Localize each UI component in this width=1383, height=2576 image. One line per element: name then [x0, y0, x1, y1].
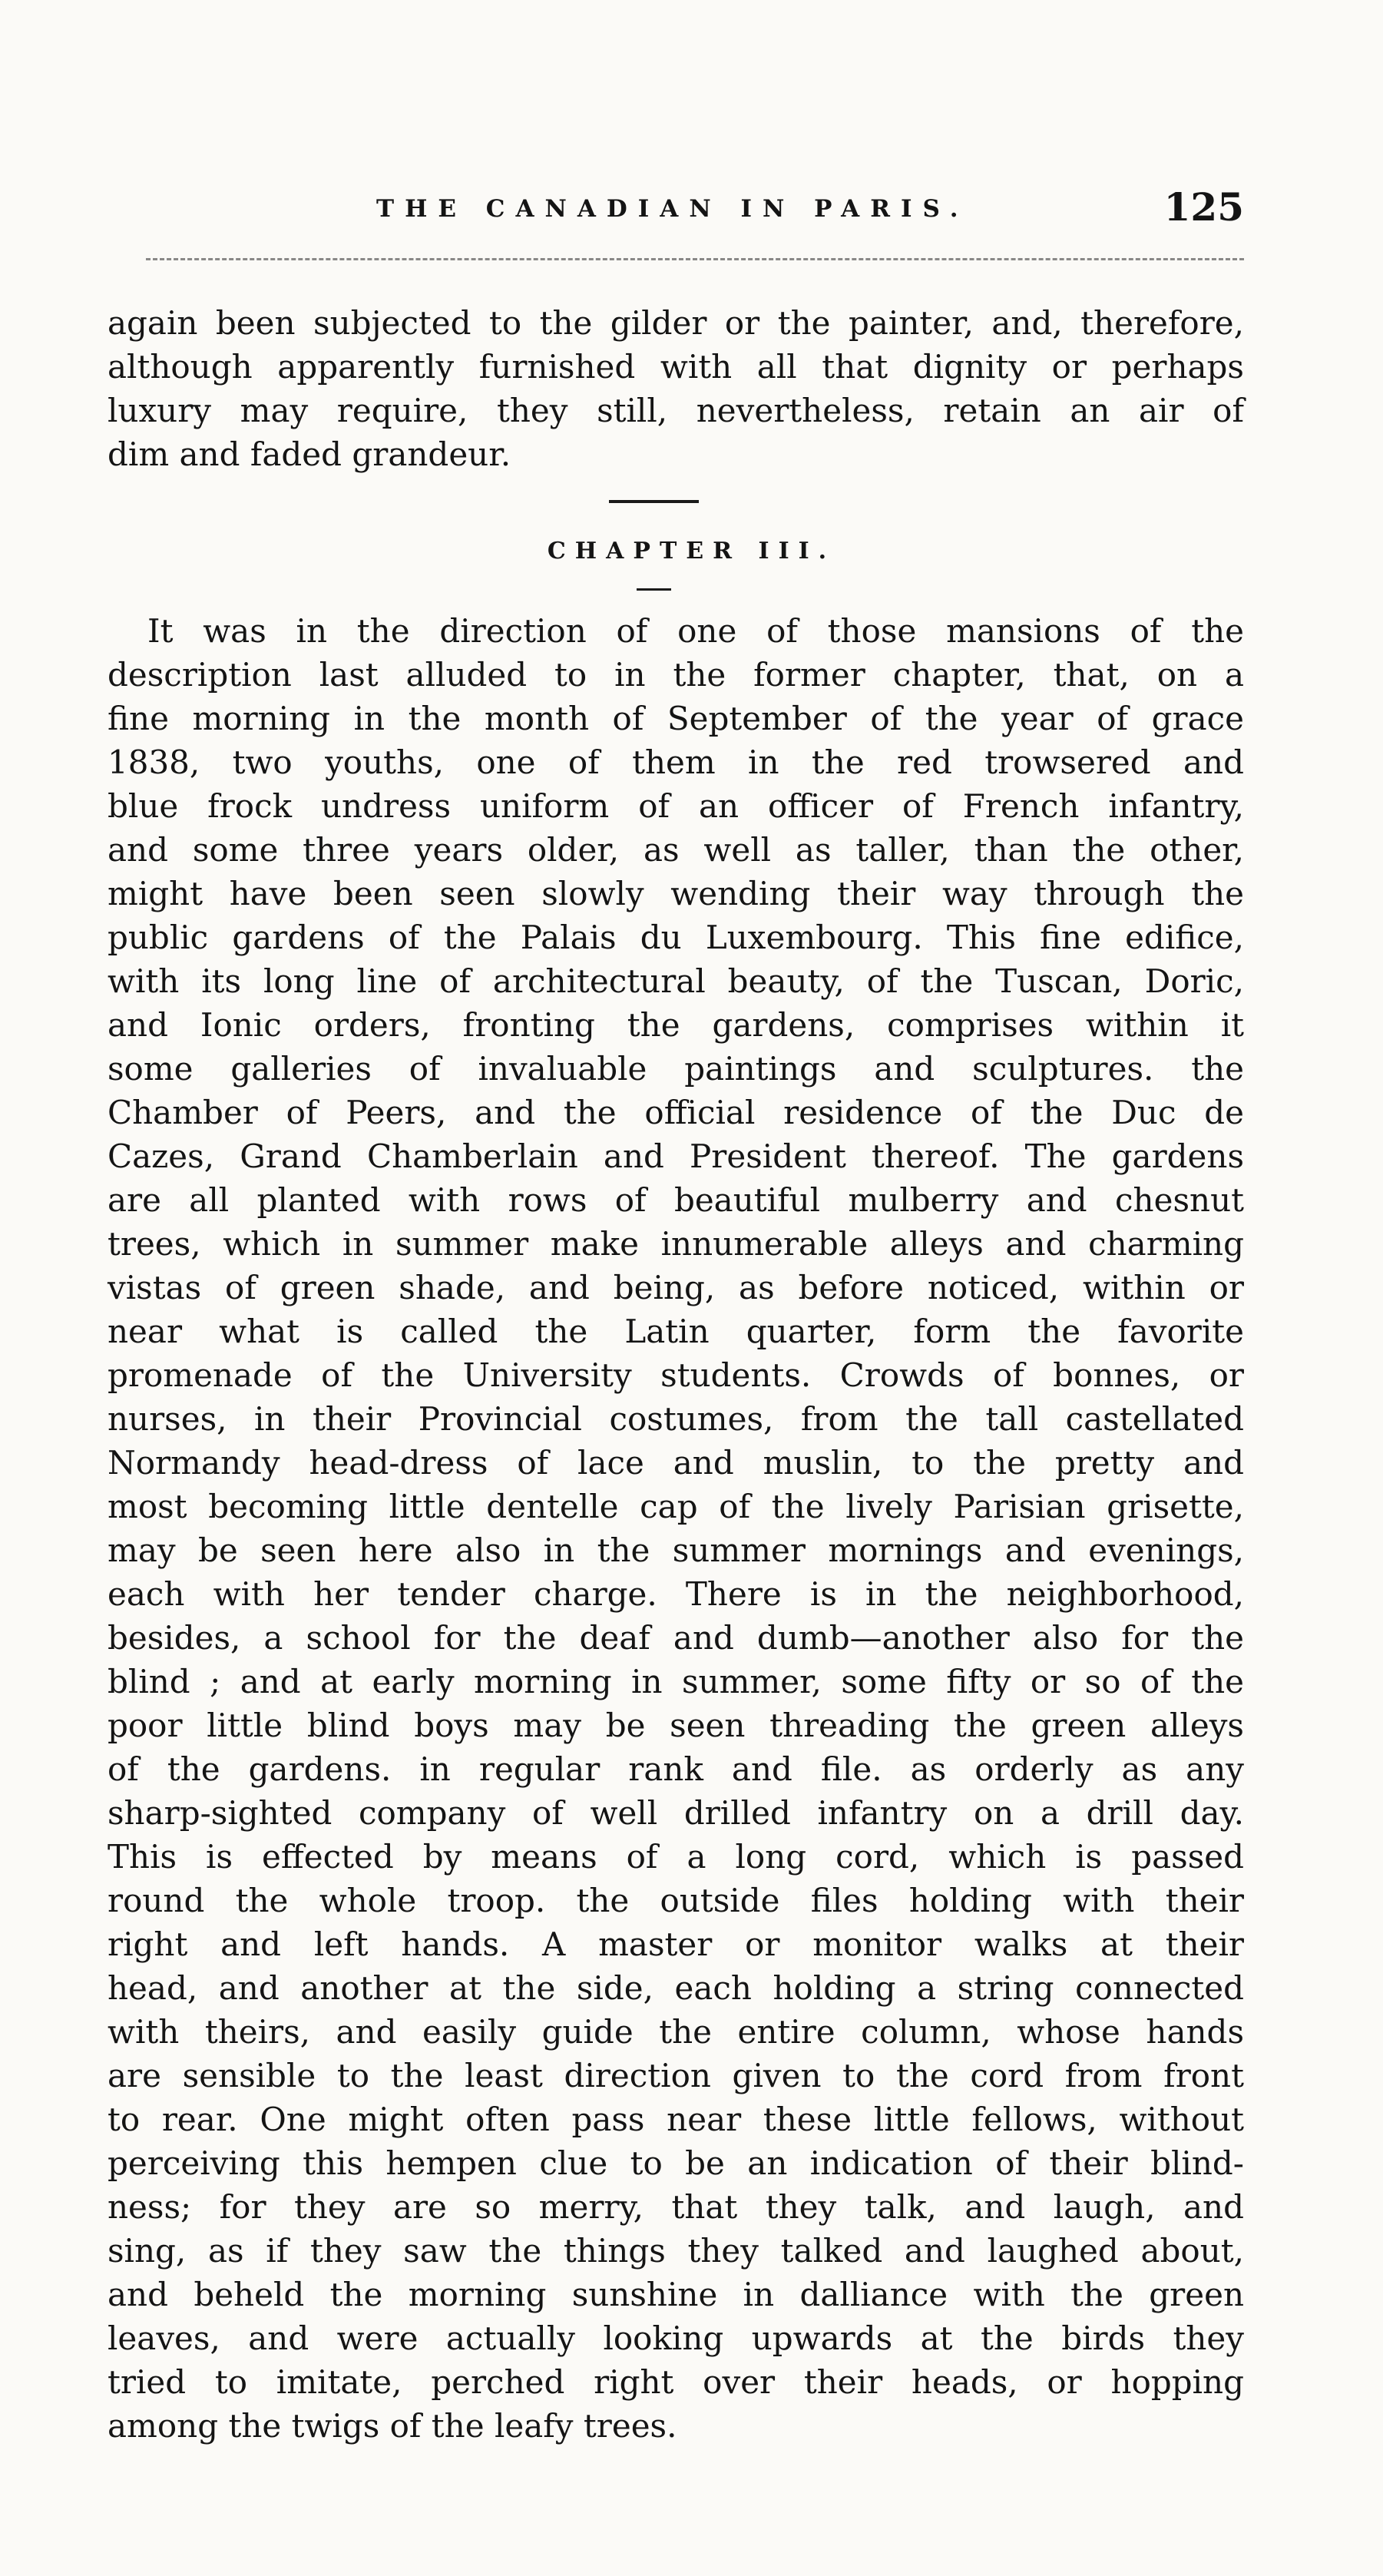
text-line: vistas of green shade, and being, as before noticed, within or [108, 1269, 1244, 1306]
text-line: right and left hands. A master or monitor walks at their [108, 1925, 1244, 1963]
text-line: fine morning in the month of September of the year of grace [108, 700, 1244, 737]
running-head [108, 183, 1244, 237]
text-line: Cazes, Grand Chamberlain and President thereof. The gardens [108, 1137, 1244, 1175]
chapter-heading: CHAPTER III. [547, 538, 836, 565]
text-line: some galleries of invaluable paintings and sculptures. the [108, 1050, 1244, 1088]
text-line: blind ; and at early morning in summer, some fifty or so of the [108, 1663, 1244, 1700]
text-line: promenade of the University students. Crowds of bonnes, or [108, 1356, 1244, 1394]
text-line: Chamber of Peers, and the official residence of the Duc de [108, 1094, 1244, 1131]
text-line: poor little blind boys may be seen threading the green alleys [108, 1707, 1244, 1744]
text-line: leaves, and were actually looking upwards at the birds they [108, 2319, 1244, 2357]
text-line: round the whole troop. the outside files holding with their [108, 1882, 1244, 1919]
text-line: are all planted with rows of beautiful mulberry and chesnut [108, 1181, 1244, 1219]
chapter-rule-bottom [637, 588, 671, 591]
text-line: sing, as if they saw the things they talked and laughed about, [108, 2232, 1244, 2270]
page-number: 125 [1163, 184, 1244, 230]
text-line: besides, a school for the deaf and dumb—another also for the [108, 1619, 1244, 1657]
text-line: sharp-sighted company of well drilled infantry on a drill day. [108, 1794, 1244, 1832]
text-line: may be seen here also in the summer mornings and evenings, [108, 1531, 1244, 1569]
text-line: and Ionic orders, fronting the gardens, comprises within it [108, 1006, 1244, 1044]
text-line: It was in the direction of one of those mansions of the [147, 612, 1244, 650]
text-line: luxury may require, they still, nevertheless, retain an air of [108, 392, 1244, 429]
text-line: trees, which in summer make innumerable alleys and charming [108, 1225, 1244, 1263]
text-line: most becoming little dentelle cap of the lively Parisian grisette, [108, 1488, 1244, 1525]
text-line: public gardens of the Palais du Luxembourg. This fine edifice, [108, 919, 1244, 956]
text-line: tried to imitate, perched right over their heads, or hopping [108, 2363, 1244, 2401]
text-line: and some three years older, as well as taller, than the other, [108, 831, 1244, 869]
text-line: although apparently furnished with all that dignity or perhaps [108, 348, 1244, 386]
text-line: each with her tender charge. There is in the neighborhood, [108, 1575, 1244, 1613]
text-line: among the twigs of the leafy trees. [108, 2407, 677, 2445]
text-line: nurses, in their Provincial costumes, from the tall castellated [108, 1400, 1244, 1438]
text-line: description last alluded to in the former chapter, that, on a [108, 656, 1244, 694]
text-line: 1838, two youths, one of them in the red trowsered and [108, 743, 1244, 781]
text-line: are sensible to the least direction given to the cord from front [108, 2057, 1244, 2094]
text-line: with its long line of architectural beauty, of the Tuscan, Doric, [108, 962, 1244, 1000]
text-line: might have been seen slowly wending their way through the [108, 875, 1244, 912]
main-paragraph [108, 609, 1244, 2448]
text-line: with theirs, and easily guide the entire column, whose hands [108, 2013, 1244, 2051]
chapter-rule-top [609, 500, 699, 503]
text-line: to rear. One might often pass near these little fellows, without [108, 2101, 1244, 2138]
text-line: near what is called the Latin quarter, form the favorite [108, 1313, 1244, 1350]
text-line: head, and another at the side, each holding a string connected [108, 1969, 1244, 2007]
running-title: THE CANADIAN IN PARIS. [376, 195, 969, 223]
text-line: dim and faded grandeur. [108, 435, 511, 473]
text-line: Normandy head-dress of lace and muslin, to the pretty and [108, 1444, 1244, 1482]
opening-paragraph [108, 301, 1244, 476]
text-line: perceiving this hempen clue to be an indication of their blind- [108, 2144, 1244, 2182]
text-line: again been subjected to the gilder or the painter, and, therefore, [108, 304, 1244, 342]
text-line: This is effected by means of a long cord, which is passed [108, 1838, 1244, 1876]
text-line: of the gardens. in regular rank and file. as orderly as any [108, 1750, 1244, 1788]
header-rule [146, 258, 1244, 260]
text-line: ness; for they are so merry, that they talk, and laugh, and [108, 2188, 1244, 2226]
text-line: and beheld the morning sunshine in dalliance with the green [108, 2276, 1244, 2313]
text-line: blue frock undress uniform of an officer of French infantry, [108, 787, 1244, 825]
